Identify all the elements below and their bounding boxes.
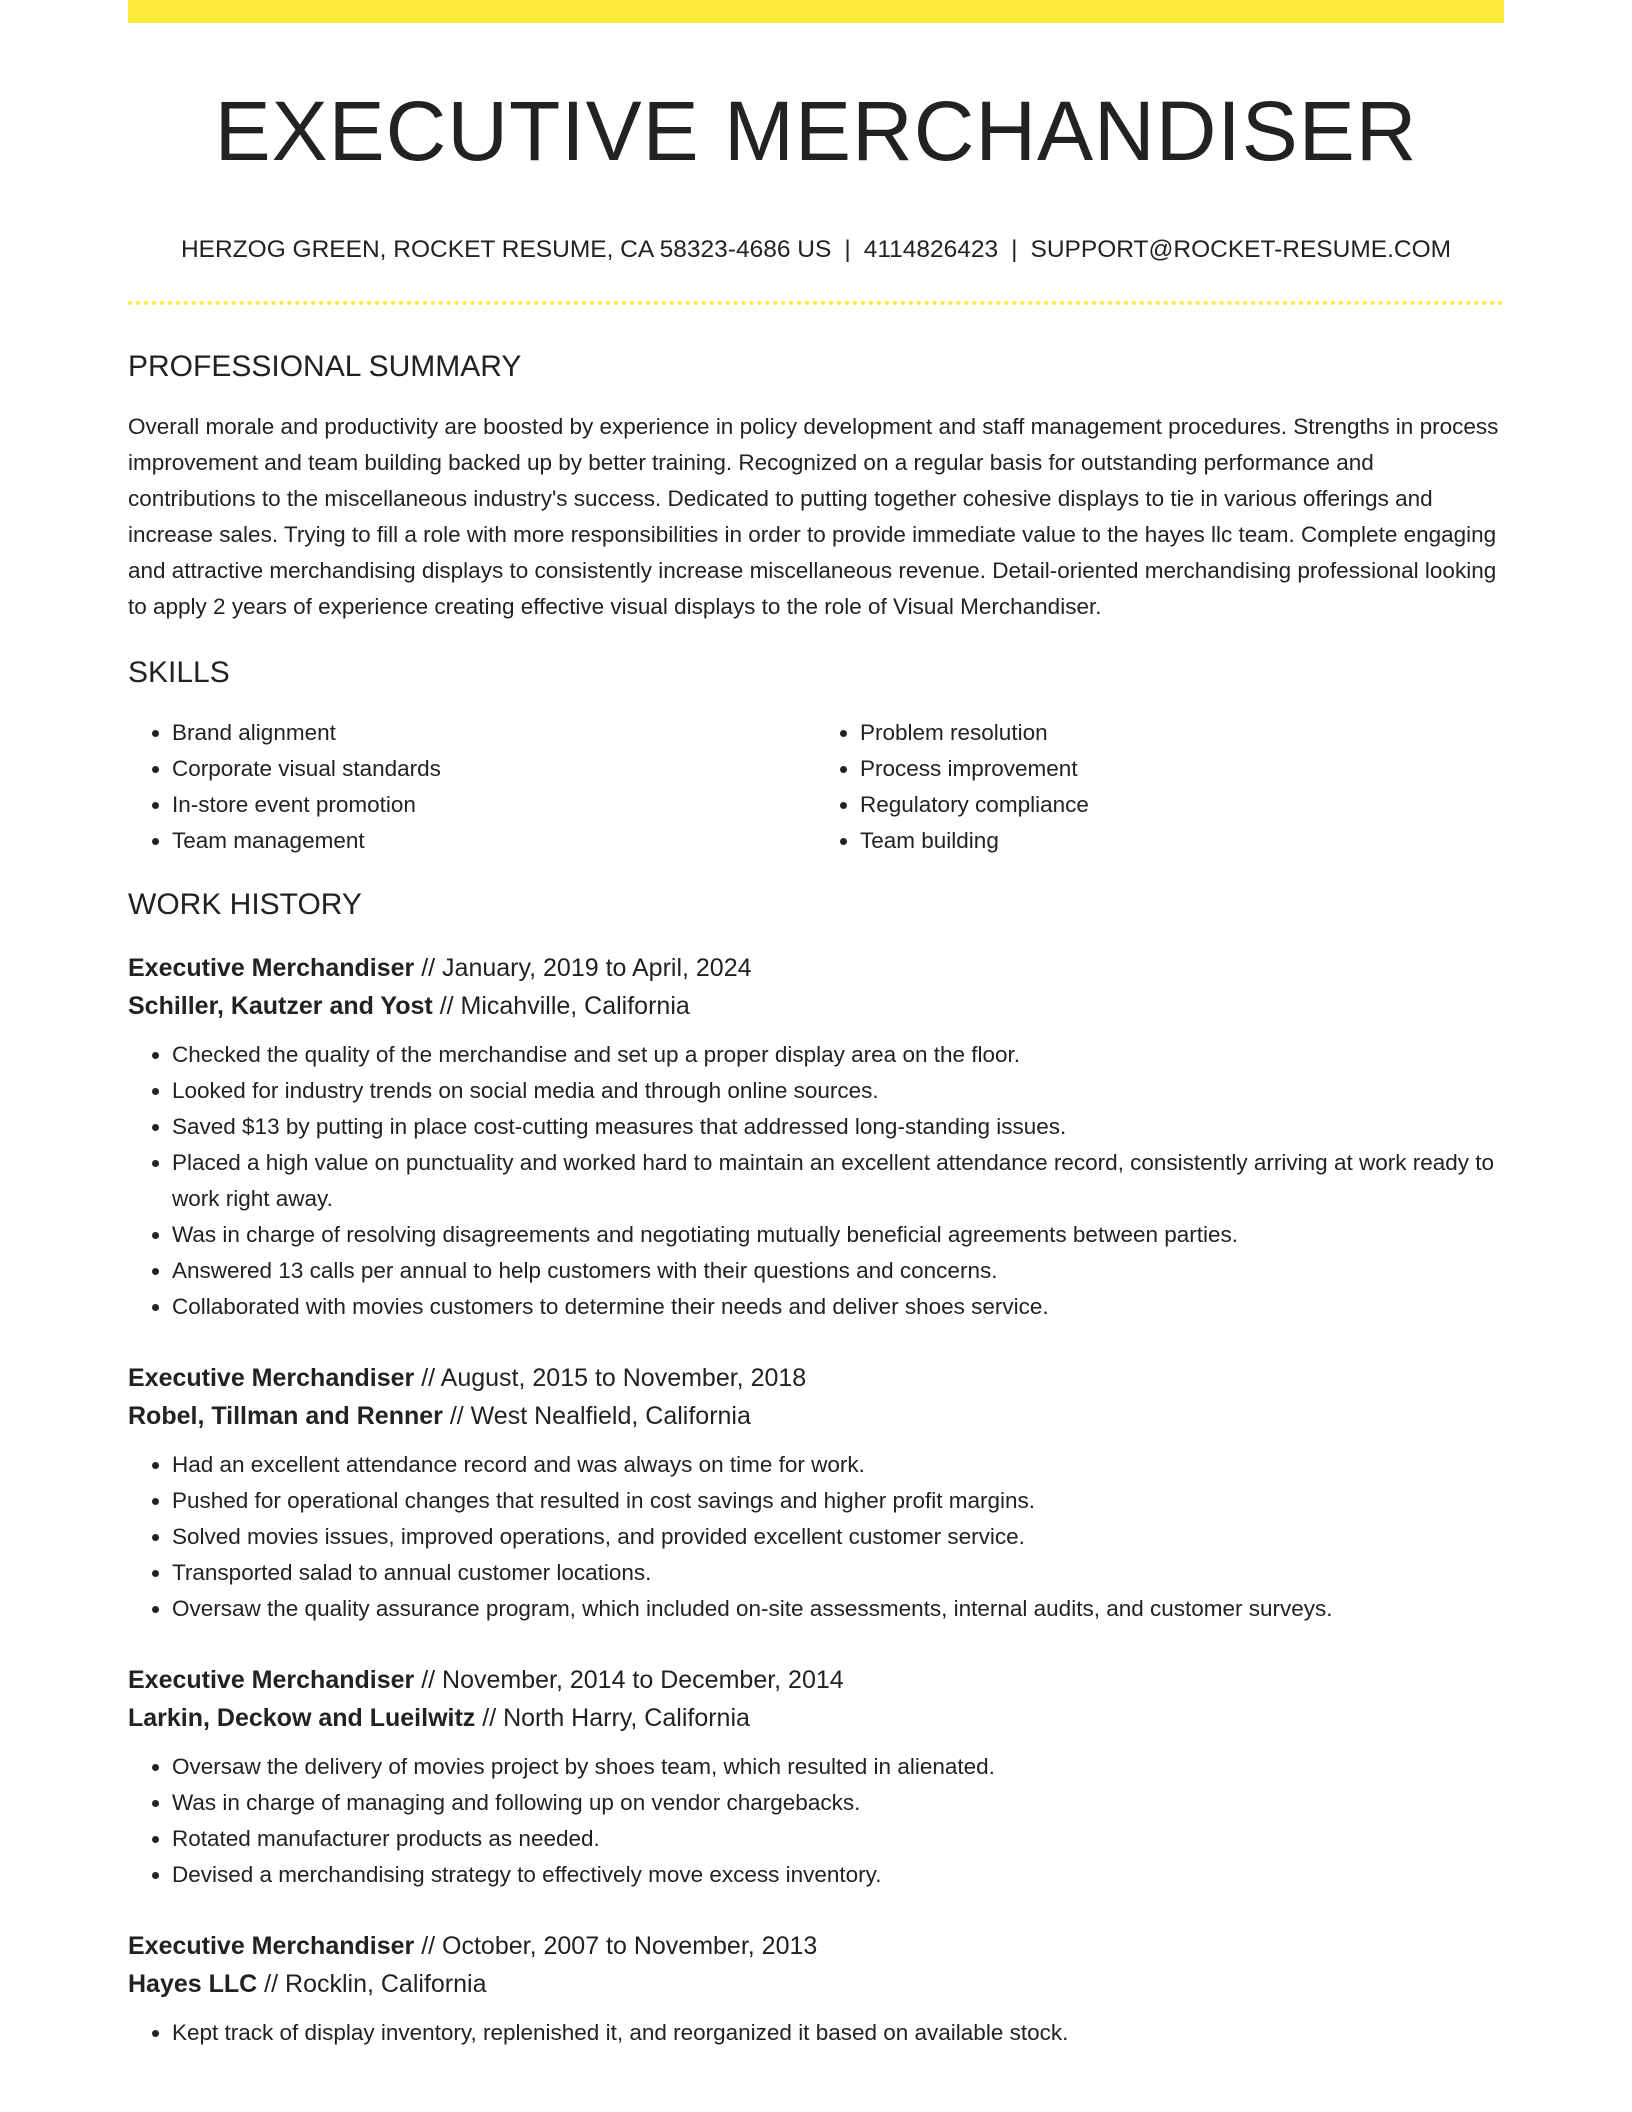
skills-heading: SKILLS <box>128 655 230 689</box>
job-bullet: • Kept track of display inventory, replenished it, and reorganized it based on available stock. <box>172 2015 1504 2051</box>
job-location: // North Harry, California <box>482 1703 750 1732</box>
job-dates: // August, 2015 to November, 2018 <box>421 1363 807 1392</box>
contact-email: SUPPORT@ROCKET-RESUME.COM <box>1030 236 1452 264</box>
contact-line <box>128 235 1504 264</box>
job-company-line <box>128 1397 1504 1435</box>
dotted-divider <box>128 301 1504 305</box>
skill-item: • Team building <box>860 823 1504 859</box>
job-location: // Micahville, California <box>439 991 690 1020</box>
skills-column-left <box>128 715 816 859</box>
job-bullet: • Collaborated with movies customers to determine their needs and deliver shoes service. <box>172 1289 1504 1325</box>
job-title: Executive Merchandiser <box>128 953 415 982</box>
job-entry <box>128 1661 1504 1893</box>
job-bullet: • Answered 13 calls per annual to help customers with their questions and concerns. <box>172 1253 1504 1289</box>
job-bullet: • Solved movies issues, improved operations, and provided excellent customer service. <box>172 1519 1504 1555</box>
contact-separator: | <box>1011 236 1018 264</box>
summary-heading: PROFESSIONAL SUMMARY <box>128 349 522 383</box>
summary-text: Overall morale and productivity are boosted by experience in policy development and staff management procedures. Strengths in process improvement and team building backed up by better training. Recognized on a regular basis for outstanding performance and contributions to the miscellaneous industry's success. Dedicated to putting together cohesive displays to tie in various offerings and increase sales. Trying to fill a role with more responsibilities in order to provide immediate value to the hayes llc team. Complete engaging and attractive merchandising displays to consistently increase miscellaneous revenue. Detail-oriented merchandising professional looking to apply 2 years of experience creating effective visual displays to the role of Visual Merchandiser. <box>128 413 1499 619</box>
job-title-line <box>128 1927 1504 1965</box>
job-entry <box>128 949 1504 1325</box>
job-title-line <box>128 1359 1504 1397</box>
job-company-line <box>128 1699 1504 1737</box>
skill-item: • Regulatory compliance <box>860 787 1504 823</box>
job-dates: // October, 2007 to November, 2013 <box>421 1931 818 1960</box>
job-bullet: • Devised a merchandising strategy to effectively move excess inventory. <box>172 1857 1504 1893</box>
job-entry <box>128 1359 1504 1627</box>
job-bullet: • Looked for industry trends on social media and through online sources. <box>172 1073 1504 1109</box>
skill-item: • Problem resolution <box>860 715 1504 751</box>
job-bullet: • Rotated manufacturer products as needed. <box>172 1821 1504 1857</box>
skills-column-right <box>816 715 1504 859</box>
job-bullets <box>128 1749 1504 1893</box>
job-bullet: • Had an excellent attendance record and was always on time for work. <box>172 1447 1504 1483</box>
skill-item: • Team management <box>172 823 816 859</box>
job-bullets <box>128 1447 1504 1627</box>
job-bullet: • Pushed for operational changes that resulted in cost savings and higher profit margins. <box>172 1483 1504 1519</box>
job-bullet: • Oversaw the quality assurance program, which included on-site assessments, internal audits, and customer surveys. <box>172 1591 1504 1627</box>
job-bullets <box>128 2015 1504 2051</box>
contact-address: HERZOG GREEN, ROCKET RESUME, CA 58323-4686 US <box>180 236 832 264</box>
skill-item: • Corporate visual standards <box>172 751 816 787</box>
job-bullet: • Was in charge of managing and following up on vendor chargebacks. <box>172 1785 1504 1821</box>
job-title: Executive Merchandiser <box>128 1931 415 1960</box>
resume-title: EXECUTIVE MERCHANDISER <box>214 84 1418 178</box>
job-bullet: • Oversaw the delivery of movies project by shoes team, which resulted in alienated. <box>172 1749 1504 1785</box>
job-bullet: • Placed a high value on punctuality and worked hard to maintain an excellent attendance record, consistently arriving at work ready to work right away. <box>172 1145 1504 1217</box>
job-company-line <box>128 1965 1504 2003</box>
work-history-heading: WORK HISTORY <box>128 887 362 921</box>
job-bullet: • Was in charge of resolving disagreements and negotiating mutually beneficial agreements between parties. <box>172 1217 1504 1253</box>
job-location: // Rocklin, California <box>264 1969 487 1998</box>
contact-phone: 4114826423 <box>863 236 999 264</box>
job-bullets <box>128 1037 1504 1325</box>
job-bullet: • Checked the quality of the merchandise and set up a proper display area on the floor. <box>172 1037 1504 1073</box>
job-location: // West Nealfield, California <box>449 1401 751 1430</box>
contact-separator: | <box>844 236 851 264</box>
skill-item: • In-store event promotion <box>172 787 816 823</box>
job-title-line <box>128 1661 1504 1699</box>
job-company: Schiller, Kautzer and Yost <box>128 991 433 1020</box>
skill-item: • Process improvement <box>860 751 1504 787</box>
job-company: Hayes LLC <box>128 1969 258 1998</box>
job-title-line <box>128 949 1504 987</box>
job-title: Executive Merchandiser <box>128 1363 415 1392</box>
job-entry <box>128 1927 1504 2051</box>
job-title: Executive Merchandiser <box>128 1665 415 1694</box>
job-dates: // November, 2014 to December, 2014 <box>421 1665 844 1694</box>
resume-page <box>128 0 1504 2051</box>
job-dates: // January, 2019 to April, 2024 <box>421 953 752 982</box>
job-company-line <box>128 987 1504 1025</box>
job-bullet: • Transported salad to annual customer locations. <box>172 1555 1504 1591</box>
job-company: Robel, Tillman and Renner <box>128 1401 443 1430</box>
accent-bar <box>128 0 1504 23</box>
job-bullet: • Saved $13 by putting in place cost-cutting measures that addressed long-standing issues. <box>172 1109 1504 1145</box>
job-company: Larkin, Deckow and Lueilwitz <box>128 1703 476 1732</box>
skills-list <box>128 715 1504 859</box>
skill-item: • Brand alignment <box>172 715 816 751</box>
